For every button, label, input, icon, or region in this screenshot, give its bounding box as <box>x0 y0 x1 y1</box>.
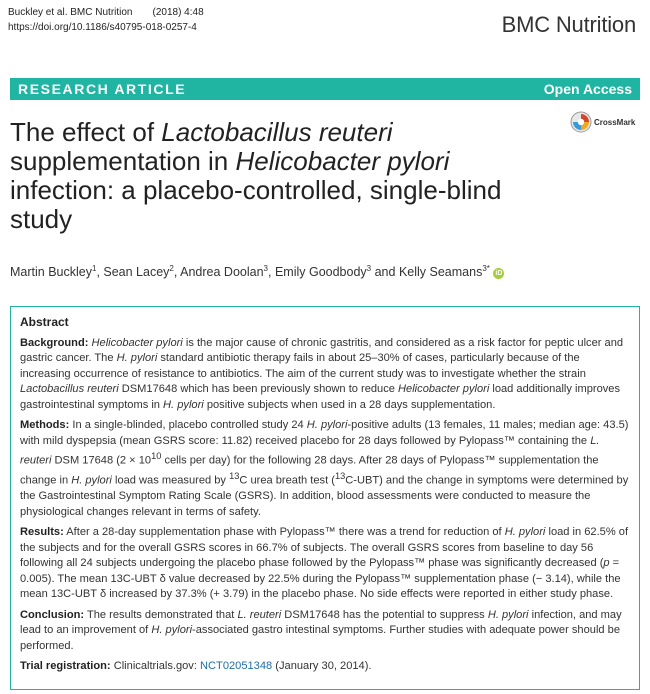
article-type-banner <box>10 78 640 100</box>
body-text: In a single-blinded, placebo controlled study 24 <box>69 419 307 431</box>
title-text: supplementation in <box>10 146 236 176</box>
italic-term: p <box>603 557 610 570</box>
abstract-heading: Abstract <box>20 315 69 329</box>
section-label: Background: <box>20 336 89 349</box>
author-name[interactable]: Kelly Seamans <box>398 265 483 280</box>
title-italic: Helicobacter pylori <box>235 146 450 176</box>
italic-term: H. pylori <box>504 526 546 539</box>
superscript: 13 <box>229 471 240 482</box>
doi-link[interactable]: https://doi.org/10.1186/s40795-018-0257-4 <box>8 22 197 33</box>
section-label: Results: <box>20 526 64 539</box>
author-list: Martin Buckley$^1$, Sean Lacey$^2$, Andrea Doolan$^3$, Emily Goodbody$^3$ and Kelly Seamans$^{3*}$ iD <box>10 264 503 280</box>
open-access-label: Open Access <box>543 81 632 97</box>
article-type: RESEARCH ARTICLE <box>18 81 187 97</box>
body-text: load additionally improves gastrointestinal symptoms in <box>20 383 621 411</box>
author-name[interactable]: Emily Goodbody <box>274 265 367 280</box>
body-text: load was measured by <box>111 474 230 487</box>
body-text: cells per day) for the following 28 days. After 28 days of Pylopass™ supplementation the change in <box>20 454 599 487</box>
citation-text: Buckley et al. BMC Nutrition <box>8 7 133 18</box>
citation-header <box>8 5 204 35</box>
author-affiliation: 3* <box>482 264 490 273</box>
body-text: C urea breath test ( <box>239 474 335 487</box>
author-name[interactable]: Andrea Doolan <box>180 265 264 280</box>
journal-logo: BMC Nutrition <box>501 12 636 37</box>
author-name[interactable]: Sean Lacey <box>103 265 170 280</box>
body-text: DSM17648 has the potential to suppress <box>281 608 488 621</box>
body-text: DSM17648 which has been previously shown to reduce <box>118 383 399 395</box>
abstract-methods <box>20 418 629 520</box>
body-text: -positive adults (13 females, 11 males; median age: 43.5) with mild dyspepsia (mean GSRS score: 11.82) received placebo for 28 days followed by Pylopass™ containing the <box>20 419 629 447</box>
body-text: standard antibiotic therapy fails in about 25–30% of cases, particularly because of the increasing occurrence of resistance to antibiotics. The aim of the current study was to investigate whether the strain <box>20 352 586 380</box>
italic-term: H. pylori <box>306 419 348 431</box>
citation-year: (2018) 4:48 <box>152 7 204 18</box>
body-text: -associated gastro intestinal symptoms. Further studies with adequate power should be performed. <box>20 624 620 652</box>
author-name[interactable]: Martin Buckley <box>10 265 92 280</box>
body-text: C-UBT) and the change in symptoms were determined by the Gastrointestinal Symptom Rating Scale (GSRS). In addition, blood assessments were conducted to measure the physiological changes relevant in terms of safety. <box>20 474 629 518</box>
section-label: Methods: <box>20 419 70 431</box>
title-text: infection: a placebo-controlled, single-blind study <box>10 175 502 234</box>
body-text: = 0.005). The mean 13C-UBT δ value decreased by 22.5% during the Pylopass™ supplementation phase (− 3.14), while the mean 13C-UBT δ increased by 37.3% (+ 3.79) in the placebo phase. No side effects were reported in either study phase. <box>20 557 621 601</box>
abstract-background <box>20 336 629 414</box>
superscript: 13 <box>334 471 346 482</box>
section-label: Conclusion: <box>20 608 85 621</box>
abstract-results <box>20 525 629 603</box>
italic-term: H. pylori <box>116 352 158 364</box>
body-text: The results demonstrated that <box>84 608 238 621</box>
italic-term: L. reuteri <box>20 434 600 467</box>
crossmark-label: CrossMark <box>594 117 636 127</box>
abstract-box <box>10 306 640 690</box>
italic-term: H. pylori <box>163 398 204 411</box>
author-affiliation: 3 <box>263 264 268 273</box>
crossmark-badge[interactable] <box>570 111 635 133</box>
body-text: (January 30, 2014). <box>272 660 372 673</box>
italic-term: Helicobacter pylori <box>398 383 490 395</box>
italic-term: Helicobacter pylori <box>91 336 183 349</box>
body-text: DSM 17648 (2 × 10 <box>51 454 152 467</box>
section-label: Trial registration: <box>20 660 111 673</box>
italic-term: L. reuteri <box>237 608 282 621</box>
italic-term: H. pylori <box>487 608 529 621</box>
body-text: is the major cause of chronic gastritis, and considered as a risk factor for peptic ulcer and gastric cancer. The <box>20 336 624 364</box>
body-text: Clinicaltrials.gov: <box>110 660 201 673</box>
title-text: The effect of <box>10 117 162 147</box>
abstract-trial-registration <box>20 659 629 675</box>
italic-term: H. pylori <box>71 474 112 487</box>
title-italic: Lactobacillus reuteri <box>161 117 393 147</box>
italic-term: H. pylori <box>151 624 193 637</box>
body-text: positive subjects when used in a 28 days supplementation. <box>203 398 496 411</box>
italic-term: Lactobacillus reuteri <box>20 383 119 395</box>
author-affiliation: 2 <box>169 264 174 273</box>
authors-conjunction: and <box>374 265 396 280</box>
orcid-icon[interactable]: iD <box>495 270 503 278</box>
article-title <box>10 118 570 234</box>
body-text: load in 62.5% of the subjects and for the overall GSRS scores in 66.7% of subjects. The overall GSRS scores from baseline to day 56 following all 24 subjects undergoing the placebo phase followed by the Pylopass™ phase was significantly decreased ( <box>20 526 629 570</box>
trial-registration-link[interactable]: NCT02051348 <box>200 660 273 673</box>
author-affiliation: 1 <box>91 264 97 273</box>
superscript: 10 <box>151 451 162 461</box>
abstract-conclusion <box>20 608 629 655</box>
author-affiliation: 3 <box>366 264 372 273</box>
body-text: After a 28-day supplementation phase with Pylopass™ there was a trend for reduction of <box>63 526 505 539</box>
body-text: infection, and may lead to an improvement of <box>20 608 622 637</box>
crossmark-icon <box>570 111 592 133</box>
